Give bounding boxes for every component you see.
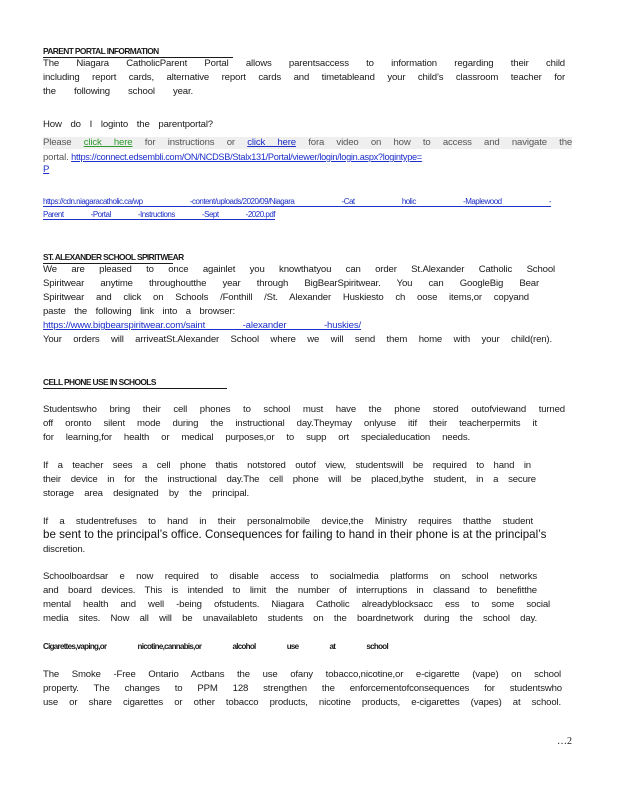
portal-login-link[interactable]: https://connect.edsembli.com/ON/NCDSB/Stalx131/Portal/viewer/login/login.aspx?logintype=	[71, 152, 422, 162]
instructions-pdf-link-line2[interactable]: Parent -Portal -Instructions -Sept -2020.pdf	[43, 210, 275, 219]
paragraph-line: storage area designated by the principal.	[43, 488, 249, 499]
paragraph-line: and board devices. This is intended to limit the number of interruptions in classand to benefitthe	[43, 585, 537, 596]
paragraph-line: If a studentrefuses to hand in their personalmobile device,the Ministry requires thatthe student	[43, 516, 533, 527]
emphasis-line: be sent to the principal’s office. Consequences for failing to hand in their phone is at the principal’s	[43, 528, 547, 541]
section-heading-cell-phone: CELL PHONE USE IN SCHOOLS	[43, 377, 227, 389]
paragraph-line: Schoolboardsar e now required to disable access to socialmedia platforms on school networks	[43, 571, 537, 582]
spiritwear-link[interactable]: https://www.bigbearspiritwear.com/saint -alexander -huskies/	[43, 320, 361, 331]
paragraph-line: use or share cigarettes or other tobacco products, nicotine products, e-cigarettes (vapes) at school.	[43, 697, 561, 708]
paragraph-line: paste the following link into a browser:	[43, 306, 235, 317]
paragraph-line: including report cards, alternative report cards and timetableand your child’s classroom teacher for	[43, 72, 565, 83]
instructions-line	[43, 137, 572, 149]
paragraph-line: property. The changes to PPM 128 strengthen the enforcementofconsequences for studentswho	[43, 683, 562, 694]
paragraph-line: Spiritwear anytime throughoutthe year through BigBearSpiritwear. You can GoogleBig Bear	[43, 278, 539, 289]
paragraph-line: the following school year.	[43, 86, 193, 97]
paragraph-line: their device in for the instructional day.The cell phone will be placed,bythe student, in a secure	[43, 474, 536, 485]
page-number: …2	[557, 736, 572, 747]
paragraph-line: The Smoke -Free Ontario Actbans the use ofany tobacco,nicotine,or e-cigarette (vape) on school	[43, 669, 561, 680]
instructions-pdf-link-line1[interactable]: https://cdn.niagaracatholic.ca/wp -content/uploads/2020/09/Niagara -Cat holic -Maplewood -	[43, 197, 551, 206]
portal-url-line	[43, 151, 573, 164]
section-heading-parent-portal: PARENT PORTAL INFORMATION	[43, 46, 233, 58]
or-text: or	[226, 137, 235, 148]
portal-label: portal.	[43, 152, 69, 163]
paragraph-line: The Niagara CatholicParent Portal allows parentsaccess to information regarding their child	[43, 58, 565, 69]
paragraph-line: Studentswho bring their cell phones to school must have the phone stored outofviewand turned	[43, 404, 565, 415]
paragraph-line: Spiritwear and click on Schools /Fonthill /St. Alexander Huskiesto ch oose items,or copyand	[43, 292, 529, 303]
section-heading-spiritwear: ST. ALEXANDER SCHOOL SPIRITWEAR	[43, 252, 184, 262]
paragraph-line: off oronto silent mode during the instructional day.Theymay onlyuse itif their teacherpermits it	[43, 418, 537, 429]
portal-question: How do I loginto the parentportal?	[43, 119, 213, 130]
paragraph-line: If a teacher sees a cell phone thatis notstored outof view, studentswill be required to hand in	[43, 460, 531, 471]
portal-url-tail	[43, 164, 63, 176]
paragraph-line: We are pleased to once againlet you knowthatyou can order St.Alexander Catholic School	[43, 264, 555, 275]
paragraph-line: Your orders will arriveatSt.Alexander School where we will send them home with your child(ren).	[43, 334, 552, 345]
paragraph-line: for learning,for health or medical purposes,or to supp ort specialeducation needs.	[43, 432, 470, 443]
for-instructions-text: for instructions	[144, 137, 215, 148]
paragraph-line: discretion.	[43, 544, 86, 555]
subheading-cigarettes: Cigarettes,vaping,or nicotine,cannabis,or alcohol use at school	[43, 642, 388, 651]
please-text: Please	[43, 137, 72, 148]
click-here-instructions-link[interactable]: click here	[83, 137, 133, 148]
click-here-video-link[interactable]: click here	[247, 137, 296, 148]
paragraph-line: media sites. Now all will be unavailableto students on the boardnetwork during the school day.	[43, 613, 537, 624]
paragraph-line: mental health and well -being ofstudents. Niagara Catholic alreadyblocksacc ess to some social	[43, 599, 550, 610]
video-text: fora video on how to access and navigate the	[308, 137, 573, 148]
spiritwear-url-line	[43, 320, 363, 332]
portal-login-link-tail[interactable]: P	[43, 164, 50, 175]
